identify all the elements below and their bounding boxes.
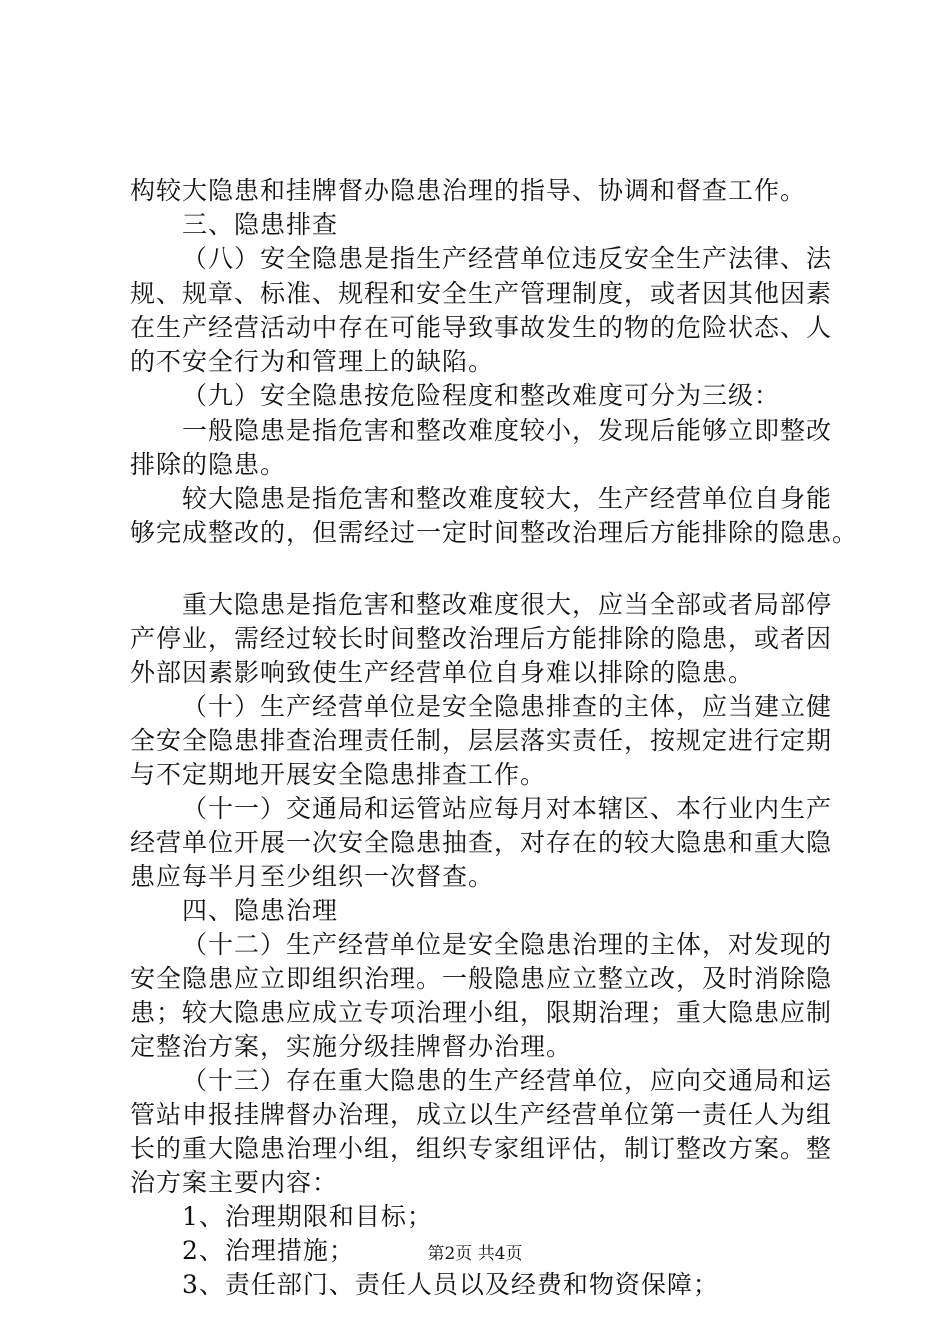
text-line: 的不安全行为和管理上的缺陷。 <box>130 347 495 376</box>
text-line: （十二）生产经营单位是安全隐患治理的主体，对发现的 <box>182 930 833 959</box>
list-item: 1、治理期限和目标； <box>182 1202 433 1231</box>
text-line: 在生产经营活动中存在可能导致事故发生的物的危险状态、人 <box>130 313 833 342</box>
text-line: 患；较大隐患应成立专项治理小组，限期治理；重大隐患应制 <box>130 998 833 1027</box>
text-line: 一般隐患是指危害和整改难度较小，发现后能够立即整改 <box>182 416 833 445</box>
text-line: 全安全隐患排查治理责任制，层层落实责任，按规定进行定期 <box>130 726 833 755</box>
text-line: 安全隐患应立即组织治理。一般隐患应立整立改，及时消除隐 <box>130 964 833 993</box>
text-line: 管站申报挂牌督办治理，成立以生产经营单位第一责任人为组 <box>130 1100 833 1129</box>
text-line: 较大隐患是指危害和整改难度较大，生产经营单位自身能 <box>182 484 833 513</box>
text-line: （十一）交通局和运管站应每月对本辖区、本行业内生产 <box>182 794 833 823</box>
text-line: 规、规章、标准、规程和安全生产管理制度，或者因其他因素 <box>130 279 833 308</box>
text-line: （八）安全隐患是指生产经营单位违反安全生产法律、法 <box>182 244 833 273</box>
text-line: 外部因素影响致使生产经营单位自身难以排除的隐患。 <box>130 658 755 687</box>
text-line: （九）安全隐患按危险程度和整改难度可分为三级： <box>182 381 781 410</box>
text-line: 产停业，需经过较长时间整改治理后方能排除的隐患，或者因 <box>130 624 833 653</box>
list-item: 2、治理措施； <box>182 1236 355 1265</box>
text-line: 定整治方案，实施分级挂牌督办治理。 <box>130 1032 573 1061</box>
text-line: 重大隐患是指危害和整改难度很大，应当全部或者局部停 <box>182 590 833 619</box>
section-heading: 三、隐患排查 <box>182 210 339 239</box>
text-line: （十三）存在重大隐患的生产经营单位，应向交通局和运 <box>182 1066 833 1095</box>
text-line: （十）生产经营单位是安全隐患排查的主体，应当建立健 <box>182 692 833 721</box>
text-line: 长的重大隐患治理小组，组织专家组评估，制订整改方案。整 <box>130 1134 833 1163</box>
text-line: 构较大隐患和挂牌督办隐患治理的指导、协调和督查工作。 <box>130 176 807 205</box>
text-line: 患应每半月至少组织一次督查。 <box>130 862 495 891</box>
text-line: 够完成整改的，但需经过一定时间整改治理后方能排除的隐患。 <box>130 518 859 547</box>
text-line: 与不定期地开展安全隐患排查工作。 <box>130 760 547 789</box>
text-line: 治方案主要内容： <box>130 1168 339 1197</box>
list-item: 3、责任部门、责任人员以及经费和物资保障； <box>182 1270 719 1299</box>
text-line: 排除的隐患。 <box>130 450 287 479</box>
page-number-footer: 第2页 共4页 <box>427 1244 523 1264</box>
text-line: 经营单位开展一次安全隐患抽查，对存在的较大隐患和重大隐 <box>130 828 833 857</box>
section-heading: 四、隐患治理 <box>182 896 339 925</box>
